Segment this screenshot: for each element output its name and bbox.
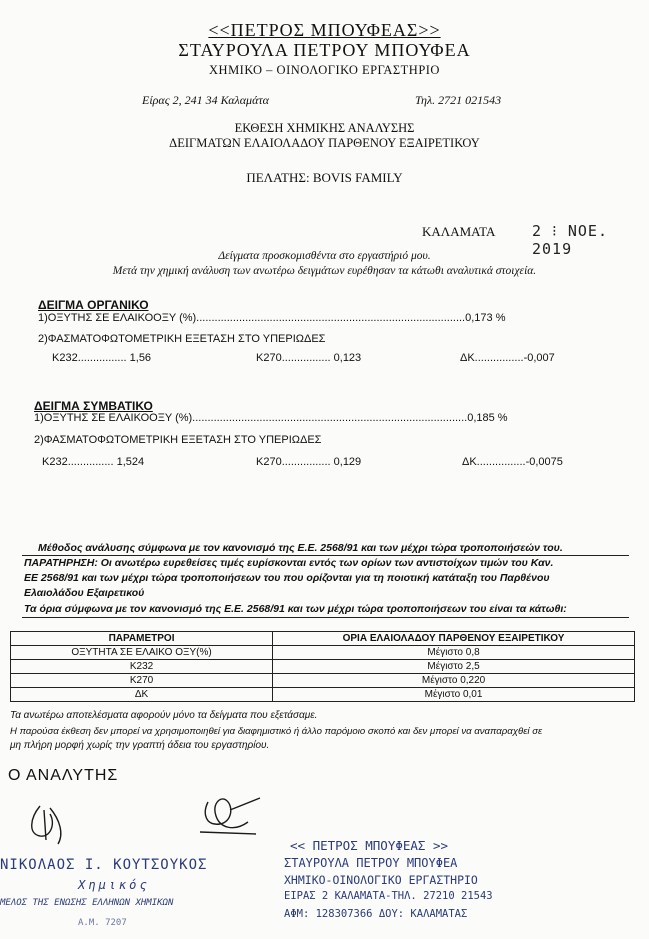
lab-stamp-line: ΑΦΜ: 128307366 ΔΟΥ: ΚΑΛΑΜΑΤΑΣ: [284, 908, 468, 920]
spectro-heading: 2)ΦΑΣΜΑΤΟΦΩΤΟΜΕΤΡΙΚΗ ΕΞΕΤΑΣΗ ΣΤΟ ΥΠΕΡΙΩΔΕΣ: [38, 333, 326, 345]
lab-stamp-line: ΣΤΑΥΡΟΥΛΑ ΠΕΤΡΟΥ ΜΠΟΥΦΕΑ: [284, 856, 458, 870]
footer-note: Η παρούσα έκθεση δεν μπορεί να χρησιμοποιηθεί για διαφημιστικό ή άλλο παρόμοιο σκοπό και δεν μπορεί να αναπαραχθεί σε: [10, 726, 543, 737]
table-row: [11, 688, 635, 702]
table-cell: Μέγιστο 2,5: [273, 660, 635, 674]
table-cell: K232: [11, 660, 273, 674]
limits-table: [10, 631, 635, 702]
column-header: ΟΡΙΑ ΕΛΑΙΟΛΑΔΟΥ ΠΑΡΘΕΝΟΥ ΕΞΑΙΡΕΤΙΚΟΥ: [273, 632, 635, 646]
divider: [22, 555, 629, 556]
table-row: [11, 660, 635, 674]
lab-address: Είρας 2, 241 34 Καλαμάτα: [142, 93, 269, 107]
dk-value: ΔΚ................-0,007: [460, 352, 555, 364]
lab-stamp-line: ΧΗΜΙΚΟ-ΟΙΝΟΛΟΓΙΚΟ ΕΡΓΑΣΤΗΡΙΟ: [284, 873, 478, 887]
sample-title: ΔΕΙΓΜΑ ΟΡΓΑΝΙΚΟ: [38, 298, 149, 312]
dk-value: ΔΚ................-0,0075: [462, 456, 563, 468]
acidity-line: 1)ΟΞΥΤΗΣ ΣΕ ΕΛΑΙΚΟΟΞΥ (%)..........................................................................................0,185 %: [34, 412, 508, 424]
table-cell: Μέγιστο 0,220: [273, 674, 635, 688]
lab-owner: ΣΤΑΥΡΟΥΛΑ ΠΕΤΡΟΥ ΜΠΟΥΦΕΑ: [178, 40, 471, 60]
lab-name: <<ΠΕΤΡΟΣ ΜΠΟΥΦΕΑΣ>>: [208, 20, 441, 40]
report-date-stamp: 2 ⁝ ΝΟΕ. 2019: [532, 222, 608, 258]
intro-line-1: Δείγματα προσκομισθέντα στο εργαστήριό μου.: [218, 250, 431, 262]
report-title: ΕΚΘΕΣΗ ΧΗΜΙΚΗΣ ΑΝΑΛΥΣΗΣ: [234, 121, 415, 135]
lab-subtitle: ΧΗΜΙΚΟ – ΟΙΝΟΛΟΓΙΚΟ ΕΡΓΑΣΤΗΡΙΟ: [209, 63, 440, 77]
table-cell: K270: [11, 674, 273, 688]
signature-icon: [190, 792, 270, 847]
analyst-stamp-name: ΝΙΚΟΛΑΟΣ Ι. ΚΟΥΤΣΟΥΚΟΣ: [0, 857, 208, 873]
client-name: ΠΕΛΑΤΗΣ: BOVIS FAMILY: [246, 170, 403, 185]
analyst-stamp-member: ΜΕΛΟΣ ΤΗΣ ΕΝΩΣΗΣ ΕΛΛΗΝΩΝ ΧΗΜΙΚΩΝ: [0, 898, 174, 908]
acidity-line: 1)ΟΞΥΤΗΣ ΣΕ ΕΛΑΙΚΟΟΞΥ (%)........................................................................................0,173 %: [38, 312, 506, 324]
table-cell: ΟΞΥΤΗΤΑ ΣΕ ΕΛΑΙΚΟ ΟΞΥ(%): [11, 646, 273, 660]
analyst-stamp-am: Α.Μ. 7207: [78, 918, 127, 928]
footer-note: Τα ανωτέρω αποτελέσματα αφορούν μόνο τα δείγματα που εξετάσαμε.: [10, 710, 318, 721]
lab-phone: Τηλ. 2721 021543: [415, 93, 502, 107]
lab-stamp-line: << ΠΕΤΡΟΣ ΜΠΟΥΦΕΑΣ >>: [290, 838, 449, 853]
table-cell: ΔΚ: [11, 688, 273, 702]
signature-icon: [20, 800, 80, 850]
divider: [22, 617, 629, 618]
spectro-heading: 2)ΦΑΣΜΑΤΟΦΩΤΟΜΕΤΡΙΚΗ ΕΞΕΤΑΣΗ ΣΤΟ ΥΠΕΡΙΩΔΕΣ: [34, 434, 322, 446]
report-city: ΚΑΛΑΜΑΤΑ: [422, 224, 496, 239]
remark-line: ΕΕ 2568/91 και των μέχρι τώρα τροποποιήσεων του που ορίζονται για τη ποιοτική κατάταξη του Παρθένου: [24, 572, 550, 584]
intro-line-2: Μετά την χημική ανάλυση των ανωτέρω δειγμάτων ευρέθησαν τα κάτωθι αναλυτικά στοιχεία.: [112, 265, 537, 277]
k270-value: K270................ 0,123: [256, 352, 362, 364]
sample-title: ΔΕΙΓΜΑ ΣΥΜΒΑΤΙΚΟ: [34, 399, 153, 413]
k232-value: K232............... 1,524: [42, 456, 145, 468]
k270-value: K270................ 0,129: [256, 456, 362, 468]
lab-stamp-line: ΕΙΡΑΣ 2 ΚΑΛΑΜΑΤΑ-ΤΗΛ. 27210 21543: [284, 890, 493, 902]
footer-note: μη πλήρη μορφή χωρίς την γραπτή άδεια του εργαστηρίου.: [10, 740, 270, 751]
column-header: ΠΑΡΑΜΕΤΡΟΙ: [11, 632, 273, 646]
analyst-label: Ο ΑΝΑΛΥΤΗΣ: [8, 767, 119, 784]
analyst-stamp-title: Χημικός: [78, 878, 150, 892]
remark-line: ΠΑΡΑΤΗΡΗΣΗ: Οι ανωτέρω ευρεθείσες τιμές ευρίσκονται εντός των ορίων των αντιστοίχων τιμών του Καν.: [24, 557, 554, 569]
table-cell: Μέγιστο 0,01: [273, 688, 635, 702]
k232-value: K232................ 1,56: [52, 352, 152, 364]
table-row: [11, 674, 635, 688]
remark-line: Ελαιολάδου Εξαιρετικού: [24, 587, 145, 599]
table-cell: Μέγιστο 0,8: [273, 646, 635, 660]
method-note: Μέθοδος ανάλυσης σύμφωνα με τον κανονισμό της Ε.Ε. 2568/91 και των μέχρι τώρα τροποποιήσεών του.: [38, 542, 563, 554]
report-subtitle: ΔΕΙΓΜΑΤΩΝ ΕΛΑΙΟΛΑΔΟΥ ΠΑΡΘΕΝΟΥ ΕΞΑΙΡΕΤΙΚΟΥ: [169, 136, 480, 150]
limits-intro: Τα όρια σύμφωνα με τον κανονισμό της Ε.Ε. 2568/91 και των μέχρι τώρα τροποποιήσεων του είναι τα κάτωθι:: [24, 603, 567, 615]
table-header-row: [11, 632, 635, 646]
table-row: [11, 646, 635, 660]
